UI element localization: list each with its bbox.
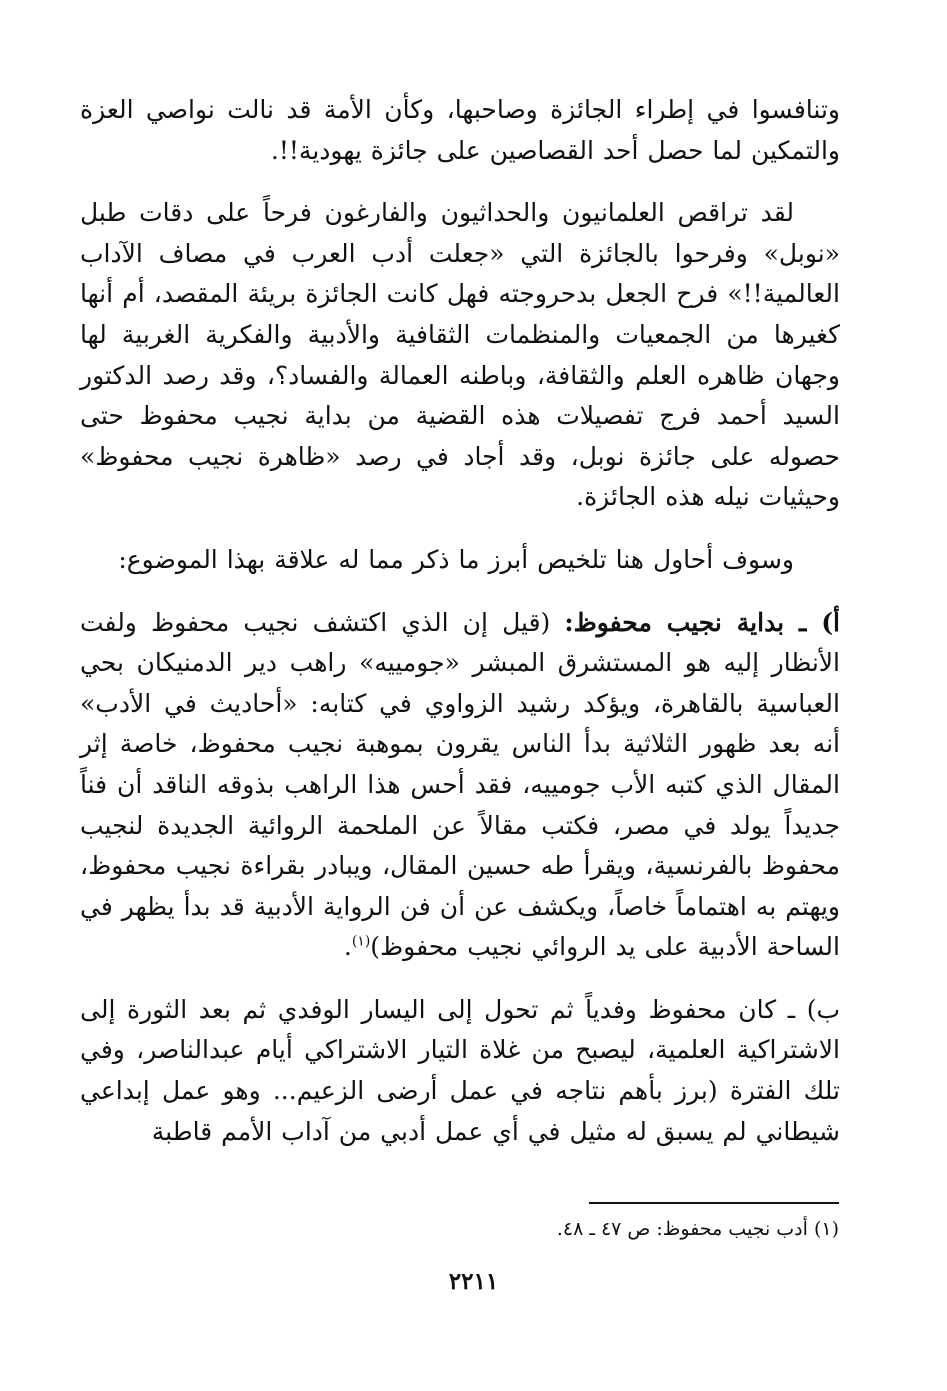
paragraph-1: [80, 90, 840, 171]
footnote-text: (١) أدب نجيب محفوظ: ص ٤٧ ـ ٤٨.: [556, 1218, 839, 1240]
paragraph-4-tail: .: [343, 932, 352, 962]
paragraph-5-text: ب) ـ كان محفوظ وفدياً ثم تحول إلى اليسار الوفدي ثم بعد الثورة إلى الاشتراكية العلمية، ليصبح من غلاة التيار الاشتراكي أيام عبدالناصر، وفي تلك الفترة (برز بأهم نتاجه في عمل أرضى الزعيم... وهو عمل إبداعي شيطاني لم يسبق له مثيل في أي عمل أدبي من آداب الأمم قاطبة: [80, 994, 840, 1146]
paragraph-3: [80, 540, 840, 581]
footnote: [139, 1214, 839, 1244]
footnote-reference: (١): [351, 933, 371, 950]
section-a-heading: أ) ـ بداية نجيب محفوظ:: [564, 607, 840, 637]
page-number: ٢٢١١: [448, 1268, 499, 1295]
paragraph-4: [80, 603, 840, 968]
paragraph-5: [80, 990, 840, 1152]
paragraph-2: [80, 193, 840, 518]
paragraph-2-text: لقد تراقص العلمانيون والحداثيون والفارغون فرحاً على دقات طبل «نوبل» وفرحوا بالجائزة التي «جعلت أدب العرب في مصاف الآداب العالمية!!» فرح الجعل بدحروجته فهل كانت الجائزة بريئة المقصد، أم أنها كغيرها من الجمعيات والمنظمات الثقافية والأدبية والفكرية الغربية لها وجهان ظاهره العلم والثقافة، وباطنه العمالة والفساد؟، وقد رصد الدكتور السيد أحمد فرج تفصيلات هذه القضية من بداية نجيب محفوظ حتى حصوله على جائزة نوبل، وقد أجاد في رصد «ظاهرة نجيب محفوظ» وحيثيات نيله هذه الجائزة.: [80, 198, 840, 512]
paragraph-3-text: وسوف أحاول هنا تلخيص أبرز ما ذكر مما له علاقة بهذا الموضوع:: [118, 544, 794, 574]
footnote-divider: [589, 1202, 839, 1204]
paragraph-1-text: وتنافسوا في إطراء الجائزة وصاحبها، وكأن الأمة قد نالت نواصي العزة والتمكين لما حصل أحد القصاصين على جائزة يهودية!!.: [80, 95, 840, 165]
paragraph-4-text: (قيل إن الذي اكتشف نجيب محفوظ ولفت الأنظار إليه هو المستشرق المبشر «جومييه» راهب دير الدمنيكان بحي العباسية بالقاهرة، ويؤكد رشيد الزواوي في كتابه: «أحاديث في الأدب» أنه بعد ظهور الثلاثية بدأ الناس يقرون بموهبة نجيب محفوظ، خاصة إثر المقال الذي كتبه الأب جومييه، فقد أحس هذا الراهب بذوقه الناقد أن فناً جديداً يولد في مصر، فكتب مقالاً عن الملحمة الروائية الجديدة لنجيب محفوظ بالفرنسية، ويقرأ طه حسين المقال، ويبادر بقراءة نجيب محفوظ، ويهتم به اهتماماً خاصاً، ويكشف عن أن فن الرواية الأدبية قد بدأ يظهر في الساحة الأدبية على يد الروائي نجيب محفوظ): [80, 607, 840, 962]
page-body: [80, 90, 840, 1174]
